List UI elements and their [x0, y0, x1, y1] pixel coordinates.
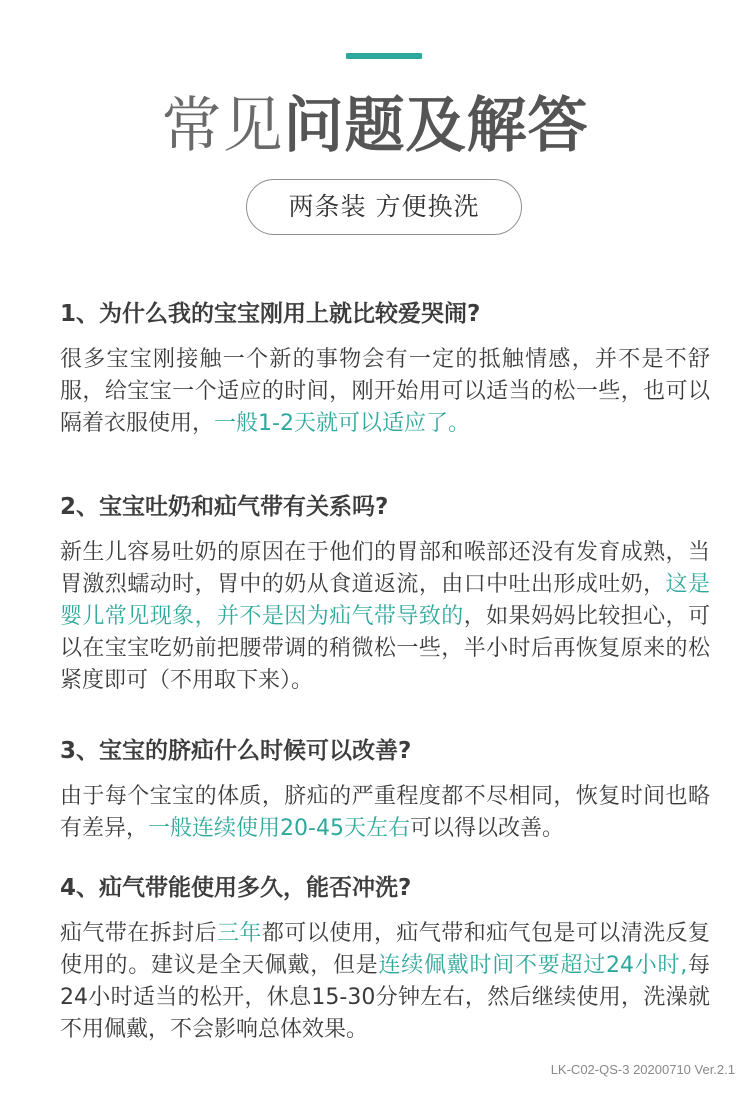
- qa-item-4: [60, 872, 710, 1046]
- question-2: 2、宝宝吐奶和疝气带有关系吗?: [60, 494, 389, 520]
- answer-text: 可以得以改善。: [409, 816, 564, 841]
- highlight-text: 三年: [217, 921, 262, 946]
- answer-text: 疝气带在拆封后: [60, 921, 217, 946]
- highlight-text: 这是婴儿常见现象，并不是因为疝气带导致的: [60, 572, 710, 629]
- qa-item-1: [60, 298, 710, 440]
- question-1: 1、为什么我的宝宝刚用上就比较爱哭闹?: [60, 301, 481, 327]
- question-4: 4、疝气带能使用多久，能否冲洗?: [60, 875, 412, 901]
- qa-item-3: [60, 735, 710, 845]
- answer-text: ，如果妈妈比较担心，可以在宝宝吃奶前把腰带调的稍微松一些，半小时后再恢复原来的松紧度即可（不用取下来）。: [60, 604, 710, 693]
- subtitle-pill: 两条装 方便换洗: [246, 179, 522, 235]
- answer-text: 由于每个宝宝的体质，脐疝的严重程度都不尽相同，恢复时间也略有差异，: [60, 784, 710, 841]
- highlight-text: 一般连续使用20-45天左右: [148, 816, 410, 841]
- answer-text: 新生儿容易吐奶的原因在于他们的胃部和喉部还没有发育成熟，当胃激烈蠕动时，胃中的奶从食道返流，由口中吐出形成吐奶，: [60, 540, 710, 597]
- version-footer: LK-C02-QS-3 20200710 Ver.2.1: [550, 1062, 735, 1077]
- page-title-bold: 问题及解答: [283, 91, 589, 161]
- answer-4: [60, 918, 710, 1046]
- title-accent-bar: [346, 53, 422, 59]
- answer-text: 很多宝宝刚接触一个新的事物会有一定的抵触情感，并不是不舒服，给宝宝一个适应的时间，刚开始用可以适当的松一些，也可以隔着衣服使用，: [60, 347, 710, 436]
- answer-1: [60, 344, 710, 440]
- page-title: [0, 88, 750, 164]
- highlight-text: 连续佩戴时间不要超过24小时,: [378, 953, 688, 978]
- page-title-light: 常见: [161, 91, 284, 161]
- answer-2: [60, 537, 710, 697]
- answer-text: 都可以使用，疝气带和疝气包是可以清洗反复使用的。建议是全天佩戴，但是: [60, 921, 710, 978]
- answer-text: 每24小时适当的松开，休息15-30分钟左右，然后继续使用，洗澡就不用佩戴，不会影响总体效果。: [60, 953, 710, 1042]
- question-3: 3、宝宝的脐疝什么时候可以改善?: [60, 738, 412, 764]
- qa-item-2: [60, 491, 710, 697]
- answer-3: [60, 781, 710, 845]
- highlight-text: 一般1-2天就可以适应了。: [214, 411, 470, 436]
